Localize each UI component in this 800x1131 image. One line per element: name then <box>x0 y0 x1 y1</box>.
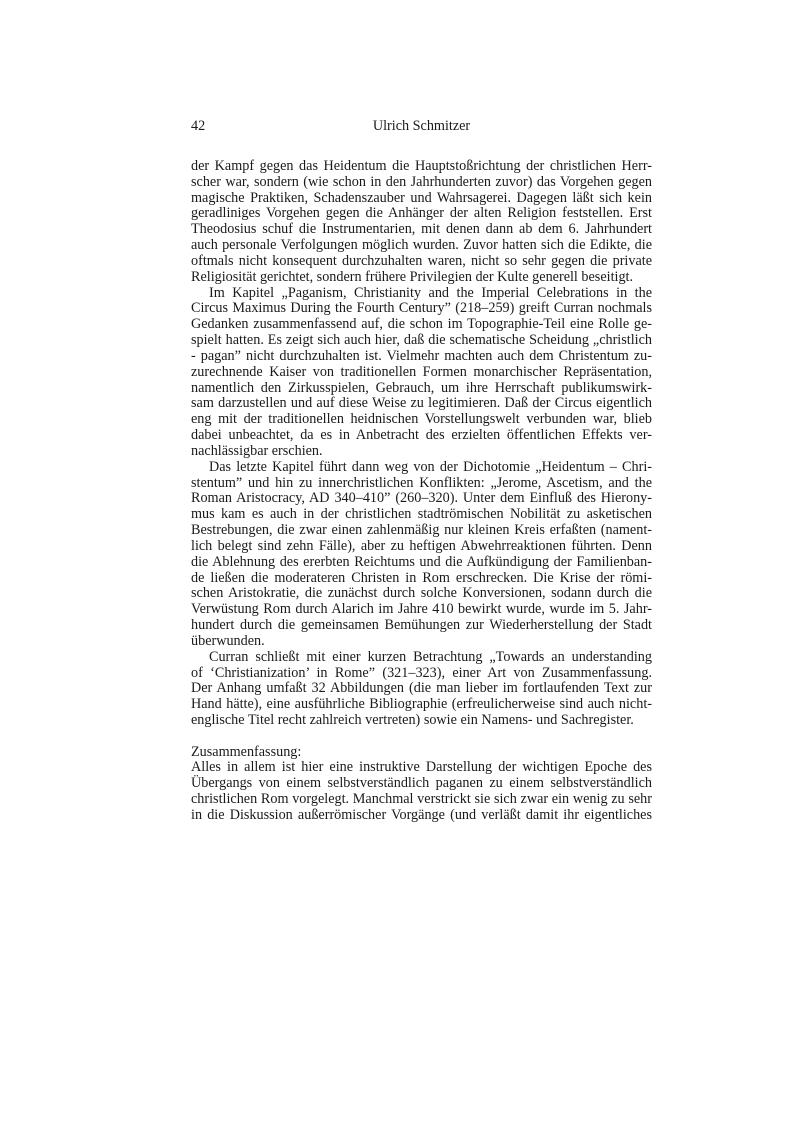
text-line: Das letzte Kapitel führt dann weg von der Dichotomie „Heidentum – Chri- <box>209 458 652 475</box>
text-line: auch personale Verfolgungen möglich wurden. Zuvor hatten sich die Edikte, die <box>191 237 652 254</box>
text-line: magische Praktiken, Schadenszauber und Wahrsagerei. Dagegen läßt sich kein <box>191 189 652 206</box>
page-header <box>191 118 652 136</box>
text-line: Roman Aristocracy, AD 340–410” (260–320). Unter dem Einfluß des Hierony- <box>191 490 652 507</box>
text-line: scher war, sondern (wie schon in den Jahrhunderten zuvor) das Vorgehen gegen <box>191 173 652 190</box>
text-line: in die Diskussion außerrömischer Vorgänge (und verläßt damit ihr eigentliches <box>191 806 652 823</box>
text-line: Übergangs von einem selbstverständlich paganen zu einem selbstverständlich <box>191 775 652 792</box>
text-line: Bestrebungen, die zwar einen zahlenmäßig nur kleinen Kreis erfaßten (nament- <box>191 522 652 539</box>
summary-heading: Zusammenfassung: <box>191 743 302 760</box>
paragraph <box>191 286 652 460</box>
text-line: hundert durch die gemeinsamen Bemühungen zur Wiederherstellung der Stadt <box>191 617 652 634</box>
text-line: de ließen die moderateren Christen in Rom erschrecken. Die Krise der römi- <box>191 569 652 586</box>
text-line: Gedanken zusammenfassend auf, die schon im Topographie-Teil eine Rolle ge- <box>191 316 652 333</box>
text-line: oftmals nicht konsequent durchzuhalten waren, nicht so sehr gegen die private <box>191 252 652 269</box>
text-line: überwunden. <box>191 632 265 649</box>
text-line: namentlich den Zirkusspielen, Gebrauch, um ihre Herrschaft publikumswirk- <box>191 379 652 396</box>
paragraph <box>191 159 652 286</box>
text-line: spielt hatten. Es zeigt sich auch hier, daß die schematische Scheidung „christlich <box>191 332 652 349</box>
text-line: eng mit der traditionellen heidnischen Vorstellungswelt verbunden war, blieb <box>191 411 652 428</box>
text-line: Circus Maximus During the Fourth Century” (218–259) greift Curran nochmals <box>191 300 652 317</box>
text-line: - pagan” nicht durchzuhalten ist. Vielmehr machten auch dem Christentum zu- <box>191 347 652 364</box>
text-line: zurechnende Kaiser von traditionellen Formen monarchischer Repräsentation, <box>191 363 652 380</box>
text-line: Hand hätte), eine ausführliche Bibliographie (erfreulicherweise sind auch nicht- <box>191 696 652 713</box>
paragraph <box>191 460 652 650</box>
spacer <box>191 729 652 745</box>
text-line: Curran schließt mit einer kurzen Betrachtung „Towards an understanding <box>209 648 652 665</box>
text-line: Theodosius schuf die Instrumentarien, mit denen dann ab dem 6. Jahrhundert <box>191 221 652 238</box>
text-line: nachlässigbar erschien. <box>191 442 323 459</box>
text-line: mus kam es auch in der christlichen stadtrömischen Nobilität zu asketischen <box>191 506 652 523</box>
body-text <box>191 159 652 824</box>
text-line: of ‘Christianization’ in Rome” (321–323), einer Art von Zusammenfassung. <box>191 664 652 681</box>
text-line: geradliniges Vorgehen gegen die Anhänger der alten Religion feststellen. Erst <box>191 205 652 222</box>
text-line: sam darzustellen und auf diese Weise zu legitimieren. Daß der Circus eigentlich <box>191 395 652 412</box>
text-line: der Kampf gegen das Heidentum die Hauptstoßrichtung der christlichen Herr- <box>191 158 652 174</box>
page-number: 42 <box>191 118 206 134</box>
text-line: die Ablehnung des ererbten Reichtums und die Aufkündigung der Familienban- <box>191 553 652 570</box>
text-line: christlichen Rom vorgelegt. Manchmal verstrickt sie sich zwar ein wenig zu sehr <box>191 791 652 808</box>
text-line: Im Kapitel „Paganism, Christianity and the Imperial Celebrations in the <box>209 284 652 301</box>
text-line: Der Anhang umfaßt 32 Abbildungen (die man lieber im fortlaufenden Text zur <box>191 680 652 697</box>
text-line: lich belegt sind zehn Fälle), aber zu heftigen Abwehrreaktionen führten. Denn <box>191 537 652 554</box>
text-line: dabei unbeachtet, da es in Anbetracht des erzielten öffentlichen Effekts ver- <box>191 427 652 444</box>
text-line: englische Titel recht zahlreich vertreten) sowie ein Namens- und Sachregister. <box>191 711 634 728</box>
text-line: stentum” und hin zu innerchristlichen Konflikten: „Jerome, Ascetism, and the <box>191 474 652 491</box>
text-line: Religiosität gerichtet, sondern frühere Privilegien der Kulte generell beseitigt. <box>191 268 634 285</box>
text-line: Alles in allem ist hier eine instruktive Darstellung der wichtigen Epoche des <box>191 759 652 776</box>
text-line: Verwüstung Rom durch Alarich im Jahre 410 bewirkt wurde, wurde im 5. Jahr- <box>191 601 652 618</box>
paragraph <box>191 650 652 729</box>
text-line: schen Aristokratie, die zunächst durch solche Konversionen, sodann durch die <box>191 585 652 602</box>
running-head: Ulrich Schmitzer <box>372 118 471 134</box>
